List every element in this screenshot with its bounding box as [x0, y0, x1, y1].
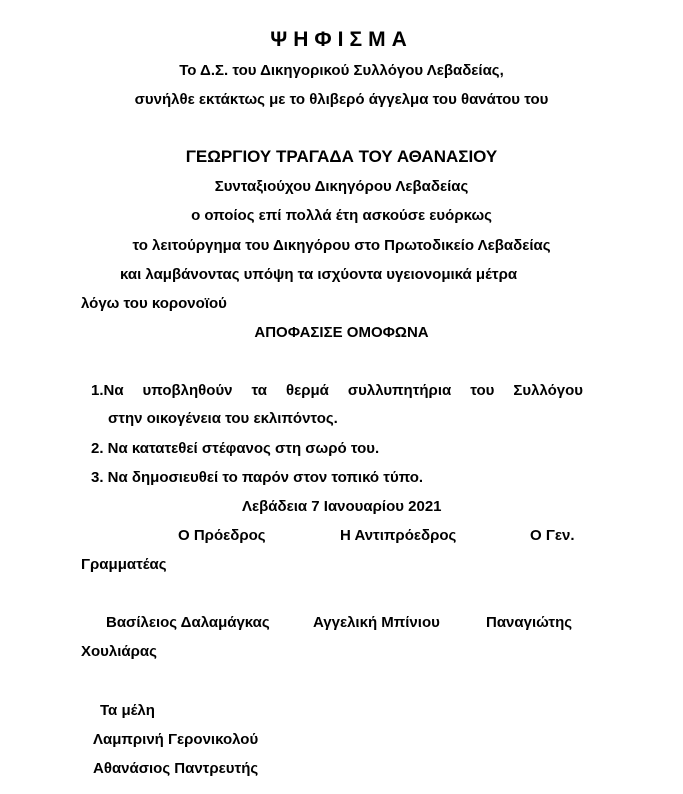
decision-item-3: 3. Να δημοσιευθεί το παρόν στον τοπικό τύπο.	[91, 469, 424, 486]
place-date: Λεβάδεια 7 Ιανουαρίου 2021	[242, 498, 442, 515]
decision-item-1-line-1: 1.Να υποβληθούν τα θερμά συλλυπητήρια του Συλλόγου	[91, 382, 583, 399]
title-vice-president: Η Αντιπρόεδρος	[340, 527, 457, 544]
members-heading: Τα μέλη	[100, 702, 155, 719]
title-secretary-general: Ο Γεν.	[530, 527, 575, 544]
name-president: Βασίλειος Δαλαμάγκας	[106, 614, 270, 631]
description-line-4: και λαμβάνοντας υπόψη τα ισχύοντα υγειονομικά μέτρα	[120, 266, 518, 283]
deceased-name: ΓΕΩΡΓΙΟΥ ΤΡΑΓΑΔΑ ΤΟΥ ΑΘΑΝΑΣΙΟΥ	[185, 147, 498, 166]
title-secretary-general-wrap: Γραμματέας	[81, 556, 167, 573]
document-title: ΨΗΦΙΣΜΑ	[270, 28, 413, 51]
description-line-5: λόγω του κορονοϊού	[81, 295, 227, 312]
name-vice-president: Αγγελική Μπίνιου	[313, 614, 440, 631]
title-president: Ο Πρόεδρος	[178, 527, 266, 544]
description-line-3: το λειτούργημα του Δικηγόρου στο Πρωτοδικείο Λεβαδείας	[132, 237, 551, 254]
decision-item-1-line-2: στην οικογένεια του εκλιπόντος.	[108, 410, 338, 427]
decision-heading: ΑΠΟΦΑΣΙΣΕ ΟΜΟΦΩΝΑ	[254, 324, 429, 341]
intro-line-1: Το Δ.Σ. του Δικηγορικού Συλλόγου Λεβαδείας,	[179, 62, 504, 79]
member-name-2: Αθανάσιος Παντρευτής	[93, 760, 259, 777]
name-secretary-general: Παναγιώτης	[486, 614, 573, 631]
intro-line-2: συνήλθε εκτάκτως με το θλιβερό άγγελμα του θανάτου του	[134, 91, 549, 108]
name-secretary-general-wrap: Χουλιάρας	[81, 643, 157, 660]
member-name-1: Λαμπρινή Γερονικολού	[93, 731, 259, 748]
description-line-2: ο οποίος επί πολλά έτη ασκούσε ευόρκως	[191, 207, 492, 224]
decision-item-2: 2. Να κατατεθεί στέφανος στη σωρό του.	[91, 440, 380, 457]
description-line-1: Συνταξιούχου Δικηγόρου Λεβαδείας	[214, 178, 469, 195]
